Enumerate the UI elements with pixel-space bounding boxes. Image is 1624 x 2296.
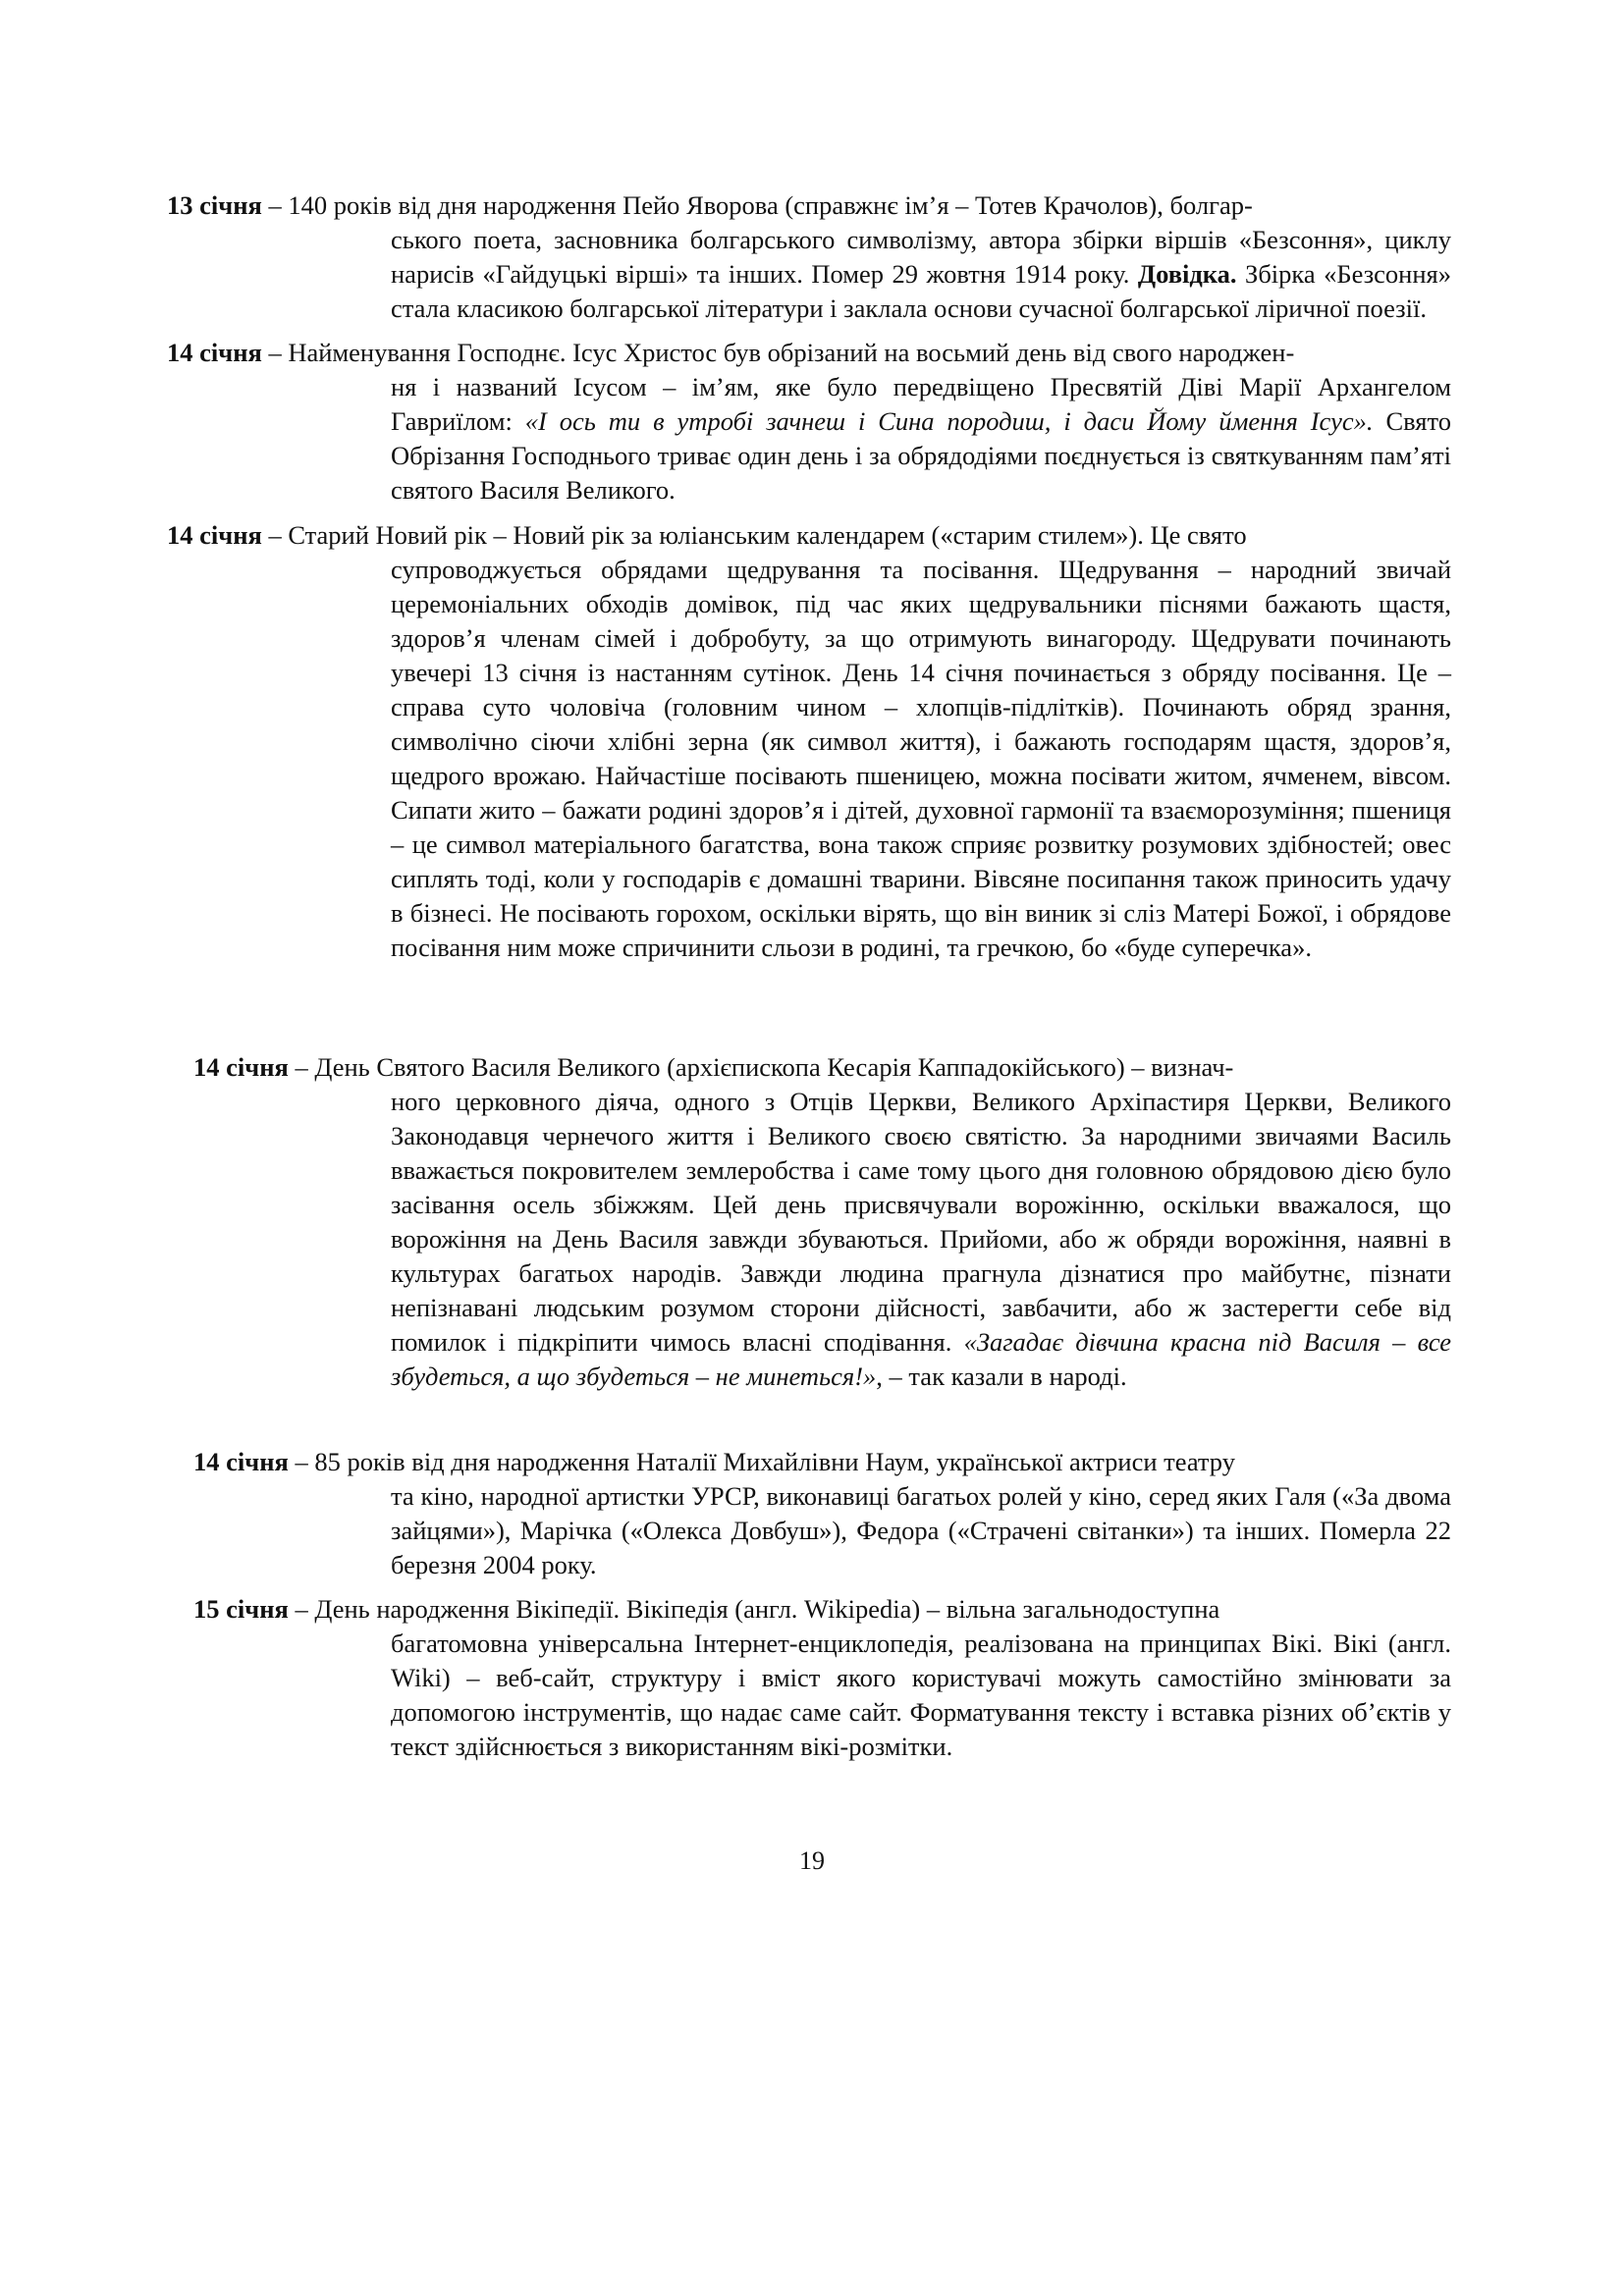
calendar-entry [167,518,1451,965]
entry-body [391,553,1451,965]
entry-body-text: та кіно, народної артистки УРСР, виконавиці багатьох ролей у кіно, серед яких Галя («За двома зайцями»), Марічка («Олекса Довбуш»), Федора («Страчені світанки») та інших. Померла 22 березня 2004 року. [391,1481,1451,1579]
entry-dash: – [261,520,289,550]
entry-body-text: ського поета, засновника болгарського символізму, автора збірки віршів «Безсоння», циклу нарисів «Гайдуцькі вірші» та інших. Помер 29 жовтня 1914 року. [391,225,1451,289]
calendar-entry [167,336,1451,507]
entry-first-line [193,1445,1451,1479]
entry-dash: – [288,1052,315,1082]
entry-body [391,370,1451,507]
entry-dash: – [288,1447,315,1476]
entry-date: 13 січня [167,190,262,220]
entry-body [391,223,1451,326]
entry-date: 15 січня [193,1594,289,1624]
entry-body-text-continued: Свято Обрізання Господнього триває один день і за обрядодіями поєднується із святкуванням пам’яті святого Василя Великого. [391,406,1451,505]
entry-lead-text: Старий Новий рік – Новий рік за юліанським календарем («старим стилем»). Це свято [288,520,1247,550]
entry-body-text: багатомовна універсальна Інтернет-енциклопедія, реалізована на принципах Вікі. Вікі (англ. Wiki) – веб-сайт, структуру і вміст якого користувачі можуть самостійно змінювати за допомогою інструментів, що надає саме сайт. Форматування тексту і вставка різних об’єктів у текст здійснюється з використанням вікі-розмітки. [391,1629,1451,1761]
entry-first-line [167,188,1451,223]
entry-date: 14 січня [193,1447,289,1476]
entry-lead-text: 140 років від дня народження Пейо Яворова (справжнє ім’я – Тотев Крачолов), болгар- [288,190,1253,220]
calendar-entry [193,1445,1451,1582]
calendar-entry [193,1592,1451,1764]
entry-dash: – [288,1594,315,1624]
entry-dash: – [261,338,289,367]
entry-body-text: ного церковного діяча, одного з Отців Церкви, Великого Архіпастиря Церкви, Великого Законодавця чернечого життя і Великого своєю святістю. За народними звичаями Василь вважається покровителем землеробства і саме тому цього дня головною обрядовою дією було засівання осель збіжжям. Цей день присвячували ворожінню, оскільки вважалося, що ворожіння на День Василя завжди збуваються. Прийоми, або ж обряди ворожіння, наявні в культурах багатьох народів. Завжди людина прагнула дізнатися про майбутнє, пізнати непізнавані людським розумом сторони дійсності, завбачити, або ж застерегти себе від помилок і підкріпити чимось власні сподівання. [391,1087,1451,1357]
entry-first-line [193,1050,1451,1085]
entry-date: 14 січня [167,338,262,367]
entry-lead-text: День народження Вікіпедії. Вікіпедія (англ. Wikipedia) – вільна загальнодоступна [314,1594,1220,1624]
scripture-quote: «І ось ти в утробі зачнеш і Сина породиш, і даси Йому ймення Ісус». [524,406,1374,436]
entry-body-text: ня і названий Ісусом – ім’ям, яке було передвіщено Пресвятій Діві Марії Архангелом Гавриїлом: [391,372,1451,436]
entry-body [391,1479,1451,1582]
entry-date: 14 січня [193,1052,289,1082]
calendar-entry [193,1050,1451,1394]
entry-lead-text: 85 років від дня народження Наталії Михайлівни Наум, української актриси театру [314,1447,1235,1476]
entry-first-line [193,1592,1451,1627]
entry-dash: – [261,190,289,220]
note-label: Довідка. [1137,259,1237,289]
entry-date: 14 січня [167,520,262,550]
entry-body-text-continued: , – так казали в народі. [876,1362,1127,1391]
calendar-entry [167,188,1451,326]
entry-body [391,1627,1451,1764]
folk-saying-quote: «Загадає дівчина красна під Василя – все збудеться, а що збудеться – не минеться!» [391,1327,1451,1391]
entry-body [391,1085,1451,1394]
entry-lead-text: Найменування Господнє. Ісус Христос був обрізаний на восьмий день від свого народжен- [288,338,1295,367]
entry-first-line [167,336,1451,370]
entry-lead-text: День Святого Василя Великого (архієпископа Кесарія Каппадокійського) – визнач- [314,1052,1234,1082]
page-number: 19 [799,1846,825,1875]
entry-body-text-continued: Збірка «Безсоння» стала класикою болгарської літератури і заклала основи сучасної болгарської ліричної поезії. [391,259,1451,323]
entry-body-text: супроводжується обрядами щедрування та посівання. Щедрування – народний звичай церемоніальних обходів домівок, під час яких щедрувальники піснями бажають щастя, здоров’я членам сімей і добробуту, за що отримують винагороду. Щедрувати починають увечері 13 січня із настанням сутінок. День 14 січня починається з обряду посівання. Це – справа суто чоловіча (головним чином – хлопців-підлітків). Починають обряд зрання, символічно сіючи хлібні зерна (як символ життя), і бажають господарям щастя, здоров’я, щедрого врожаю. Найчастіше посівають пшеницею, можна посівати житом, ячменем, вівсом. Сипати жито – бажати родині здоров’я і дітей, духовної гармонії та взаєморозуміння; пшениця – це символ матеріального багатства, вона також сприяє розвитку розумових здібностей; овес сиплять тоді, коли у господарів є домашні тварини. Вівсяне посипання також приносить удачу в бізнесі. Не посівають горохом, оскільки вірять, що він виник зі сліз Матері Божої, і обрядове посівання ним може спричинити сльози в родині, та гречкою, бо «буде суперечка». [391,555,1451,962]
entry-first-line [167,518,1451,553]
